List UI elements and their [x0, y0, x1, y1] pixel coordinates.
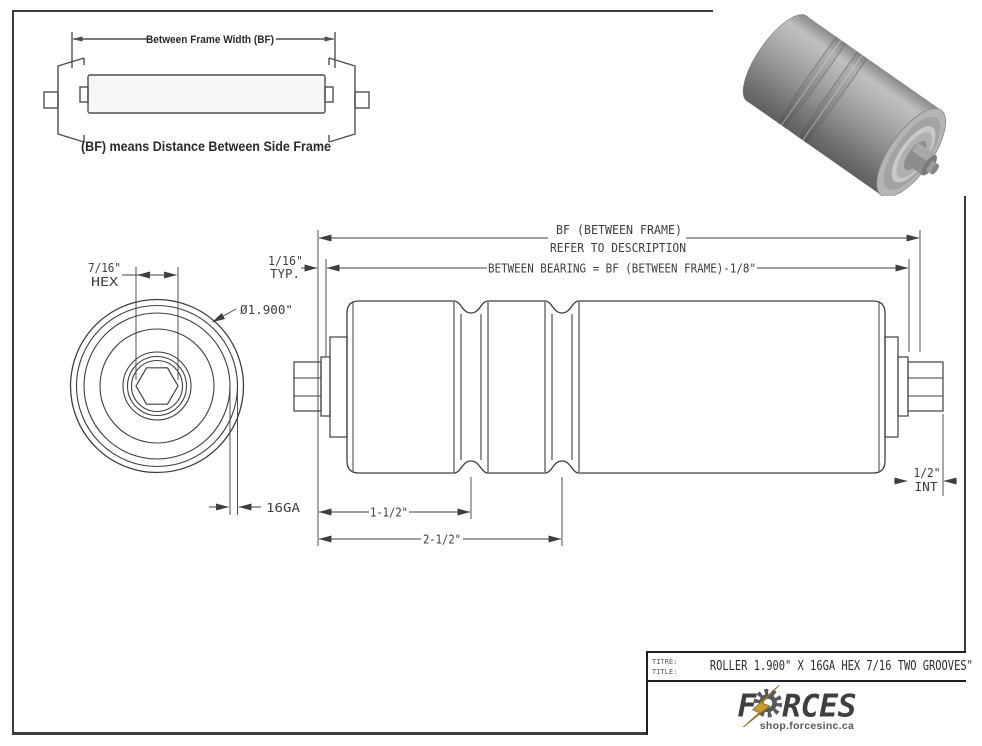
end-view	[71, 260, 301, 515]
roller-3d-render	[713, 0, 967, 196]
groove-2	[545, 302, 579, 472]
groove-1	[454, 302, 488, 472]
between-bearing-label: BETWEEN BEARING = BF (BETWEEN FRAME)-1/8"	[488, 260, 756, 276]
housing-outer-circle	[84, 313, 230, 459]
tube-inner-circle	[77, 306, 238, 467]
diameter-leader	[213, 309, 237, 322]
housing-inner-circle	[100, 329, 214, 443]
label-title: TITLE:	[652, 668, 678, 676]
left-bearing-assembly	[294, 337, 347, 437]
right-shaft	[908, 362, 943, 411]
shaft-dim-value: 1/2"	[913, 465, 941, 480]
groove1-dim-label: 1-1/2"	[370, 504, 408, 520]
brand-url: shop.forcesinc.ca	[759, 720, 855, 732]
brand-row	[648, 682, 966, 735]
hex-bore	[136, 368, 178, 404]
shaft-dim-word: INT	[914, 479, 938, 494]
diameter-label: Ø1.900"	[240, 302, 293, 317]
hex-dimension	[122, 267, 178, 380]
legend-dim-label: Between Frame Width (BF)	[146, 34, 275, 46]
right-bearing-assembly	[885, 337, 943, 437]
dimension-labels	[268, 222, 941, 547]
bf-legend-drawing	[44, 32, 369, 142]
groove2-dim-label: 2-1/2"	[423, 531, 461, 547]
bf-label-line1: BF (BETWEEN FRAME)	[556, 222, 682, 237]
hex-word-label: HEX	[91, 274, 119, 289]
label-titre: TITRE:	[652, 657, 678, 666]
legend-roller	[88, 75, 325, 113]
brand-letters-rces: RCES	[782, 688, 857, 725]
roller-3d-svg	[713, 0, 967, 196]
title-labels	[648, 656, 677, 678]
legend-caption: (BF) means Distance Between Side Frame	[81, 139, 332, 154]
dimensions	[301, 230, 957, 546]
hex-size-label: 7/16"	[88, 260, 121, 275]
typ-word-label: TYP.	[270, 266, 300, 281]
left-hex-shaft	[294, 362, 321, 411]
bf-label-line2: REFER TO DESCRIPTION	[550, 240, 686, 255]
drawing-title: ROLLER 1.900" X 16GA HEX 7/16 TWO GROOVES"	[710, 659, 974, 674]
title-row	[648, 653, 974, 682]
typ-value-label: 1/16"	[268, 253, 303, 268]
brand-letter-f: F	[737, 688, 757, 725]
tube-outer-circle	[71, 300, 244, 473]
bf-legend-inset	[38, 24, 378, 166]
title-block	[646, 651, 974, 735]
side-view	[294, 301, 943, 473]
tube-outline	[347, 301, 885, 473]
bearing-outer-circle	[123, 352, 191, 420]
gauge-label: 16GA	[266, 500, 301, 515]
